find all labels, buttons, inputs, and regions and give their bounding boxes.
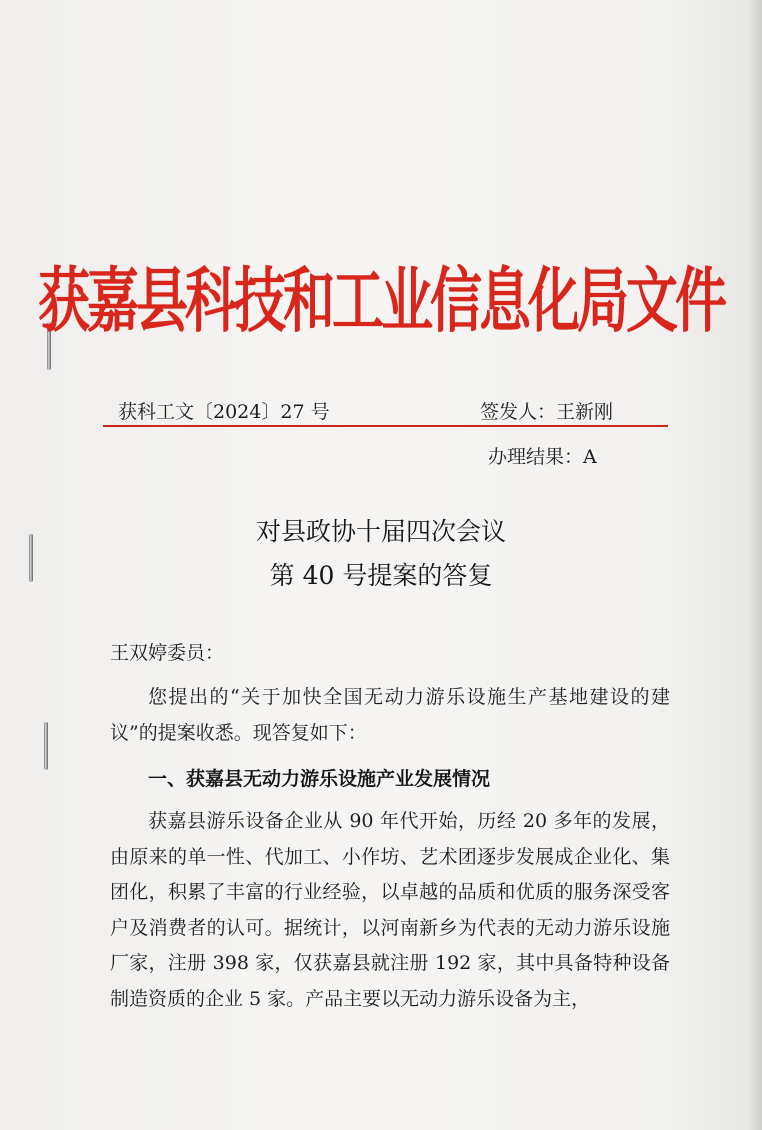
result-label: 办理结果： xyxy=(488,446,584,468)
signer-name: 王新刚 xyxy=(556,401,614,423)
section-heading-1: 一、获嘉县无动力游乐设施产业发展情况 xyxy=(148,768,491,790)
result-value: A xyxy=(583,446,597,468)
handling-result xyxy=(488,442,597,469)
body-paragraph-1: 您提出的“关于加快全国无动力游乐设施生产基地建设的建议”的提案收悉。现答复如下： xyxy=(110,686,670,744)
document-header-title: 获嘉县科技和工业信息化局文件 xyxy=(37,261,724,343)
reply-title-line-2: 第 40 号提案的答复 xyxy=(269,561,493,590)
signer-label: 签发人： xyxy=(480,401,557,423)
binding-hole-bottom xyxy=(44,722,48,770)
reply-title-line-1: 对县政协十届四次会议 xyxy=(255,517,506,546)
document-number: 获科工文〔2024〕27 号 xyxy=(118,401,330,423)
salutation: 王双婷委员： xyxy=(110,642,225,664)
signer xyxy=(480,397,613,424)
header-red-rule xyxy=(103,425,668,427)
body-paragraph-2: 获嘉县游乐设备企业从 90 年代开始，历经 20 多年的发展，由原来的单一性、代加工、小作坊、艺术团逐步发展成企业化、集团化，积累了丰富的行业经验，以卓越的品质和优质的服务深受客户及消费者的认可。据统计，以河南新乡为代表的无动力游乐设施厂家，注册 398 家，仅获嘉县就注册 192 家，其中具备特种设备制造资质的企业 5 家。产品主要以无动力游乐设备为主， xyxy=(110,810,670,1010)
